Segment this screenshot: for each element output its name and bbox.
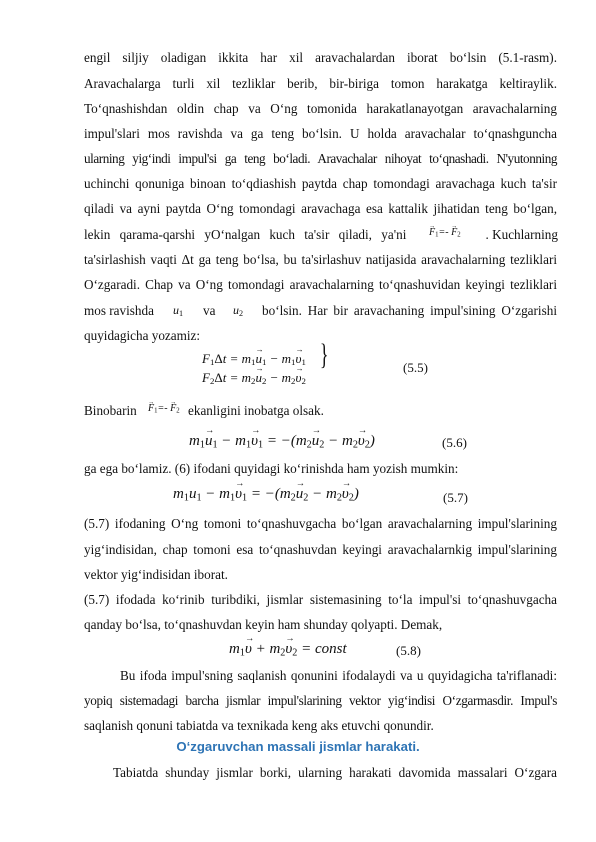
text-line: impul'slari mos ravishda va ga teng bo‘lsin. U holda aravachalar to‘qnashguncha	[84, 126, 557, 141]
formula-inline: → $F_1=- \to F_2$	[148, 403, 180, 414]
text-line: (5.7) ifodada ko‘rinib turibdiki, jismlar sistemasining to‘la impul'si to‘qnashuvgacha	[84, 592, 557, 607]
text-line: qiladi va ayni paytda O‘ng tomondagi aravachaga esa kattalik jihatidan teng bo‘lgan,	[84, 201, 557, 216]
text-line: yig‘indisidan, chap tomoni esa to‘qnashuvdan keyingi aravachalarnkig impul'slarining	[84, 542, 557, 557]
text-line: vektor yig‘indisidan iborat.	[84, 567, 228, 582]
text-line: O‘zgaradi. Chap va O‘ng tomondagi aravachalarning to‘qnashuvidan keyingi tezliklari	[84, 277, 557, 292]
text-line: Binobarin	[84, 403, 137, 418]
text-line: ga ega bo‘lamiz. (6) ifodani quyidagi ko‘rinishda ham yozish mumkin:	[84, 461, 459, 476]
equation-number: (5.5)	[403, 360, 428, 375]
equation-number: (5.6)	[442, 435, 467, 450]
text-line: ta'sirlashish vaqti Δt ga teng bo‘lsa, bu ta'sirlashuv natijasida aravachalarning tezliklari	[84, 252, 557, 267]
text-line: qanday bo‘lsa, to‘qnashuvdan keyin ham shunday qolyapti. Demak,	[84, 617, 443, 632]
text-line: ekanligini inobatga olsak.	[188, 403, 324, 418]
const-text: const	[315, 641, 347, 657]
text-line: uchinchi qonuniga binoan to‘qdiashish paytda chap tomondagi aravachaga kuch ta'sir	[84, 176, 557, 191]
text-line: bo‘lsin. Har bir aravachaning impul'sining O‘zgarishi	[262, 303, 557, 318]
u2-symbol: $u_2$	[233, 303, 244, 319]
text-line: yopiq sistemadagi barcha jismlar impul'slarining vektor yig‘indisi O‘zgarmasdir. Impul's	[84, 693, 557, 708]
text-line: quyidagicha yozamiz:	[84, 328, 201, 343]
text-line: va	[203, 303, 216, 318]
text-line: (5.7) ifodaning O‘ng tomoni to‘qnashuvgacha bo‘lgan aravachalarning impul'slarining	[84, 516, 557, 531]
text-line: To‘qnashishdan oldin chap va O‘ng tomonida harakatlanayotgan aravachalarning	[84, 101, 557, 116]
text-line: Aravachalarga turli xil tezliklar berib, bir-biriga tomon harakatga keltiraylik.	[84, 76, 557, 91]
u1-symbol: $u_1$	[173, 303, 184, 319]
formula-inline: → $F_1=- \to F_2$	[429, 227, 461, 238]
text-line: mos ravishda	[84, 303, 154, 318]
text-line: ularning yig‘indi impul'si ga teng bo‘ladi. Aravachalar nihoyat to‘qnashadi. N'yutonning	[84, 151, 557, 166]
equation-number: (5.8)	[396, 643, 421, 658]
text-line: Bu ifoda impul'sning saqlanish qonunini ifodalaydi va u quyidagicha ta'riflanadi:	[120, 668, 557, 683]
text-line: engil siljiy oladigan ikkita har xil aravachalardan iborat bo‘lsin (5.1-rasm).	[84, 50, 557, 65]
brace: }	[319, 338, 329, 371]
text-line: Tabiatda shunday jismlar borki, ularning harakati davomida massalari O‘zgara	[113, 765, 557, 780]
section-heading: O‘zgaruvchan massali jismlar harakati.	[176, 739, 420, 754]
text-line: lekin qarama-qarshi yO‘nalgan kuch ta'sir qiladi, ya'ni	[84, 227, 407, 242]
equation-number: (5.7)	[443, 490, 468, 505]
text-line: . Kuchlarning	[485, 227, 558, 242]
text-line: saqlanish qonuni tabiatda va texnikada keng aks etuvchi qonundir.	[84, 718, 434, 733]
